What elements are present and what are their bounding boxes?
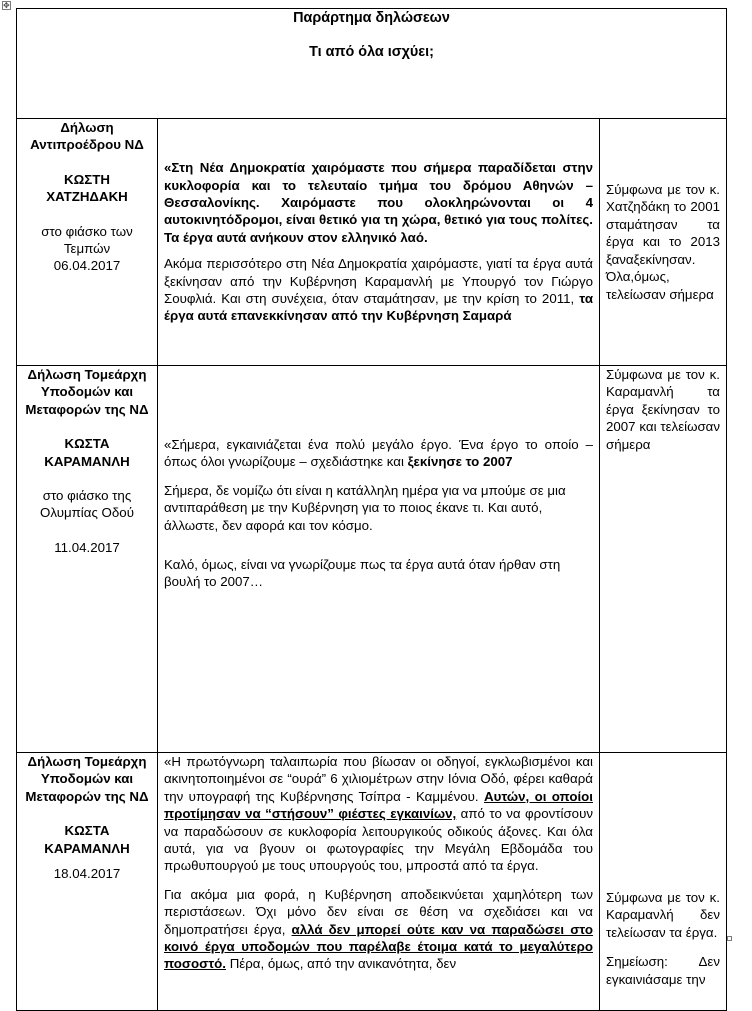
quote-paragraph: Ακόμα περισσότερο στη Νέα Δημοκρατία χαιρόμαστε, γιατί τα έργα αυτά ξεκίνησαν από την Κυβέρνηση Καραμανλή με Υπουργό τον Γιώργο Σουφλιά. Και στη συνέχεια, όταν σταμάτησαν, με την κρίση το 2011, τα έργα αυτά επανεκκίνησαν από την Κυβέρνηση Σαμαρά (164, 256, 593, 324)
quote-paragraph: «Σήμερα, εγκαινιάζεται ένα πολύ μεγάλο έργο. Ένα έργο το οποίο – όπως όλοι γνωρίζουμε – σχεδιάστηκε και ξεκίνησε το 2007 (164, 437, 593, 470)
table-resize-handle[interactable] (727, 936, 732, 941)
table-row (17, 753, 727, 1011)
speaker-context: στο φιάσκο των Τεμπών (41, 223, 133, 257)
title-cell (17, 9, 727, 119)
speaker-date: 11.04.2017 (54, 539, 120, 555)
title-row (17, 9, 727, 119)
comment-cell (600, 119, 727, 366)
comment-text: Σύμφωνα με τον κ. Χατζηδάκη το 2001 σταμάτησαν τα έργα και το 2013 ξαναξεκίνησαν. Όλα,όμως, τελείωσαν σήμερα (606, 182, 720, 302)
quote-cell (158, 119, 600, 366)
document-subtitle: Τι από όλα ισχύει; (309, 44, 434, 61)
declarations-table (16, 8, 727, 1011)
speaker-name: ΚΩΣΤΗ ΧΑΤΖΗΔΑΚΗ (46, 171, 128, 205)
table-move-handle[interactable] (2, 1, 11, 10)
comment-cell (600, 366, 727, 753)
quote-cell (158, 366, 600, 753)
speaker-label: Δήλωση Τομεάρχη Υποδομών και Μεταφορών της ΝΔ (25, 754, 149, 804)
quote-emphasis: Αυτών, οι οποίοι προτίμησαν να “στήσουν” φιέστες εγκαινίων, (164, 788, 593, 822)
quote-paragraph: «Στη Νέα Δημοκρατία χαιρόμαστε που σήμερα παραδίδεται στην κυκλοφορία και το τελευταίο τμήμα του δρόμου Αθηνών – Θεσσαλονίκης. Χαιρόμαστε που ολοκληρώνονται οι 4 αυτοκινητόδρομοι, είναι θετικό για τη χώρα, θετικό για τους πολίτες. Τα έργα αυτά ανήκουν στον ελληνικό λαό. (164, 160, 593, 245)
quote-paragraph: «Η πρωτόγνωρη ταλαιπωρία που βίωσαν οι οδηγοί, εγκλωβισμένοι και ακινητοποιημένοι σε “ουρά” 6 χιλιομέτρων στην Ιόνια Οδό, φέρει καθαρά την υπογραφή της Κυβέρνησης Τσίπρα - Καμμένου. Αυτών, οι οποίοι προτίμησαν να “στήσουν” φιέστες εγκαινίων, από το να φροντίσουν να παραδώσουν σε κυκλοφορία λειτουργικούς οδικούς άξονες. Και όλα αυτά, για να βγουν οι φωτογραφίες την Μεγάλη Εβδομάδα του πρωθυπουργού με τους υπουργούς του, μπροστά από τα έργα. (164, 754, 593, 874)
speaker-cell (17, 119, 158, 366)
table-row (17, 366, 727, 753)
quote-emphasis: τα έργα αυτά επανεκκίνησαν από την Κυβέρνηση Σαμαρά (164, 291, 593, 324)
comment-text: Σύμφωνα με τον κ. Καραμανλή τα έργα ξεκίνησαν το 2007 και τελείωσαν σήμερα (606, 367, 720, 452)
table-row (17, 119, 727, 366)
quote-paragraph: Για ακόμα μια φορά, η Κυβέρνηση αποδεικνύεται χαμηλότερη των περιστάσεων. Όχι μόνο δεν είναι σε θέση να σχεδιάσει και να δημοπρατήσει έργα, αλλά δεν μπορεί ούτε καν να παραδώσει στο κοινό έργα υποδομών που παρέλαβε έτοιμα κατά το μεγαλύτερο ποσοστό. Πέρα, όμως, από την ανικανότητα, δεν (164, 886, 593, 972)
speaker-cell (17, 753, 158, 1011)
quote-emphasis: αλλά δεν μπορεί ούτε καν να παραδώσει στο κοινό έργα υποδομών που παρέλαβε έτοιμα κατά το μεγαλύτερο ποσοστό. (164, 921, 593, 972)
comment-cell (600, 753, 727, 1011)
document-title: Παράρτημα δηλώσεων (293, 10, 450, 26)
quote-emphasis: ξεκίνησε το 2007 (407, 454, 513, 470)
comment-text: Σύμφωνα με τον κ. Καραμανλή δεν τελείωσαν τα έργα. (606, 890, 720, 940)
quote-paragraph: Σήμερα, δε νομίζω ότι είναι η κατάλληλη ημέρα για να μπούμε σε μια αντιπαράθεση με την Κυβέρνηση για το ποιος έκανε τι. Και αυτό, άλλωστε, δεν αφορά και τον κόσμο. (164, 482, 566, 533)
speaker-name: ΚΩΣΤΑ ΚΑΡΑΜΑΝΛΗ (44, 823, 130, 856)
speaker-date: 18.04.2017 (53, 866, 121, 882)
speaker-context: στο φιάσκο της Ολυμπίας Οδού (40, 488, 134, 521)
move-icon: ✥ (3, 1, 10, 10)
speaker-label: Δήλωση Αντιπροέδρου ΝΔ (30, 120, 144, 153)
speaker-label: Δήλωση Τομεάρχη Υποδομών και Μεταφορών της ΝΔ (25, 367, 149, 417)
speaker-name: ΚΩΣΤΑ ΚΑΡΑΜΑΝΛΗ (44, 436, 130, 469)
quote-paragraph: Καλό, όμως, είναι να γνωρίζουμε πως τα έργα αυτά όταν ήρθαν στη βουλή το 2007… (164, 557, 561, 590)
speaker-date: 06.04.2017 (53, 258, 121, 274)
comment-note: Σημείωση: Δεν εγκαινιάσαμε την (606, 954, 720, 987)
speaker-cell (17, 366, 158, 753)
quote-cell (158, 753, 600, 1011)
